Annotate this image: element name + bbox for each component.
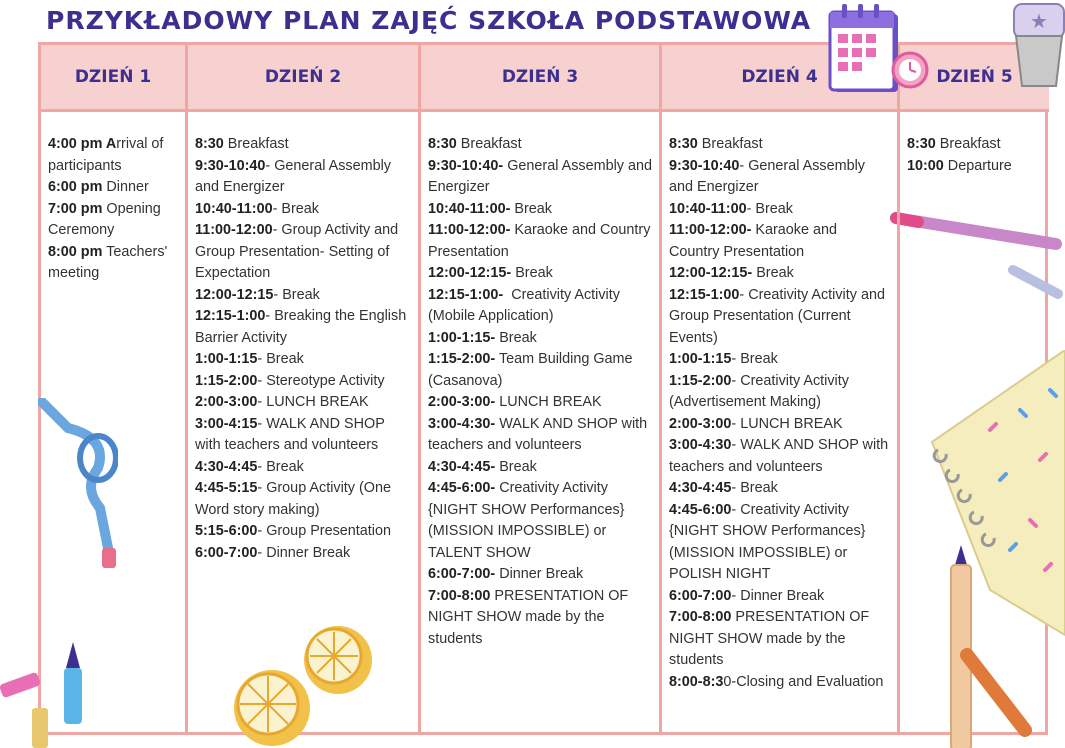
entry-time: 9:30-10:40: [195, 157, 266, 174]
schedule-entry: [669, 285, 891, 350]
entry-text: Karaoke and Country Presentation: [669, 222, 842, 260]
entry-time: 12:15-1:00-: [428, 286, 504, 303]
schedule-entry: [428, 285, 653, 328]
entry-time: 1:15-2:00: [195, 372, 258, 389]
schedule-entry: [669, 156, 891, 199]
schedule-entry: [669, 435, 891, 478]
entry-time: 1:00-1:15: [669, 351, 732, 367]
entry-text: - Break: [273, 286, 320, 303]
entry-text: Dinner Break: [495, 566, 584, 582]
schedule-entry: [428, 564, 653, 586]
schedule-entry: [669, 349, 891, 371]
schedule-entry: [48, 177, 179, 199]
schedule-entry: [428, 156, 656, 199]
schedule-entry: [669, 263, 891, 285]
day-header: DZIEŃ 3: [421, 45, 662, 112]
schedule-entry: [907, 156, 1043, 178]
entry-text: - Break: [731, 480, 778, 496]
entry-text: Break: [495, 329, 537, 346]
entry-time: 12:00-12:15: [195, 286, 274, 303]
entry-time: 10:00: [907, 157, 944, 174]
entry-text: Karaoke and Country Presentation: [428, 222, 655, 260]
schedule-entry: [428, 457, 653, 479]
entry-text: - Break: [257, 458, 304, 475]
entry-time: 6:00-7:00: [669, 587, 732, 604]
entry-text: Breakfast: [223, 136, 289, 152]
entry-time: 4:30-4:45: [669, 480, 732, 496]
entry-time: 11:00-12:00-: [669, 222, 752, 238]
entry-text: Breakfast: [456, 136, 522, 152]
entry-text: - Creativity Activity (Advertisement Making): [669, 372, 853, 410]
entry-time: 8:30: [195, 136, 224, 152]
schedule-entry: [669, 478, 891, 500]
entry-text: Break: [495, 458, 537, 475]
entry-text: - Break: [272, 200, 319, 217]
schedule-entry: [195, 134, 412, 156]
entry-time: 2:00-3:00: [669, 415, 732, 432]
schedule-entry: [195, 478, 412, 521]
entry-text: Dinner: [102, 179, 149, 195]
schedule-entry: [195, 349, 412, 371]
schedule-table: [38, 42, 1048, 735]
entry-text: - Group Activity (One Word story making): [195, 480, 395, 518]
entry-text: Break: [511, 265, 553, 281]
entry-time: 11:00-12:00: [195, 222, 273, 238]
entry-text: - General Assembly and Energizer: [669, 157, 869, 195]
day-schedule: [41, 112, 188, 732]
svg-text:★: ★: [1030, 9, 1048, 33]
day-header: DZIEŃ 4: [662, 45, 900, 112]
entry-text: - WALK AND SHOP with teachers and volunteers: [195, 415, 389, 453]
entry-time: 10:40-11:00: [669, 200, 747, 217]
entry-text: - Group Activity and Group Presentation- Setting of Expectation: [195, 222, 403, 281]
schedule-entry: [48, 242, 179, 285]
entry-text: - Break: [257, 351, 304, 367]
entry-time: 2:00-3:00: [195, 394, 258, 410]
day-schedule: [662, 112, 900, 732]
entry-text: - Creativity Activity and Group Presentation (Current Events): [669, 286, 889, 346]
day-header: DZIEŃ 2: [188, 45, 421, 112]
entry-time: 7:00-8:00: [669, 609, 732, 625]
entry-time: 3:00-4:30-: [428, 415, 496, 432]
entry-time: 1:00-1:15-: [428, 329, 496, 346]
entry-time: 4:30-4:45: [195, 458, 258, 475]
schedule-entry: [428, 199, 653, 221]
schedule-entry: [669, 134, 891, 156]
entry-text: - Dinner Break: [731, 587, 825, 604]
schedule-entry: [195, 543, 412, 565]
entry-text: General Assembly and Energizer: [428, 157, 656, 195]
entry-time: 6:00-7:00: [195, 544, 258, 561]
schedule-entry: [428, 478, 653, 564]
entry-text: - Dinner Break: [257, 544, 351, 561]
entry-time: 3:00-4:30: [669, 437, 732, 453]
schedule-entry: [669, 500, 891, 586]
entry-text: - General Assembly and Energizer: [195, 157, 395, 195]
schedule-entry: [195, 199, 412, 221]
schedule-entry: [669, 672, 891, 694]
entry-time: 8:30: [907, 136, 936, 152]
schedule-entry: [669, 586, 891, 608]
schedule-entry: [195, 156, 412, 199]
entry-time: 10:40-11:00: [195, 200, 273, 217]
schedule-entry: [428, 263, 653, 285]
entry-time: 12:15-1:00: [669, 286, 740, 303]
entry-time: 8:30: [669, 136, 698, 152]
schedule-entry: [195, 521, 412, 543]
entry-text: Creativity Activity (Mobile Application): [428, 286, 624, 324]
schedule-entry: [669, 371, 891, 414]
entry-time: 9:30-10:40: [669, 157, 740, 174]
schedule-entry: [195, 220, 412, 285]
entry-text: - WALK AND SHOP with teachers and volunteers: [669, 437, 893, 475]
entry-text: Opening Ceremony: [48, 200, 165, 238]
schedule-entry: [907, 134, 1043, 156]
entry-text: - Stereotype Activity: [257, 372, 385, 389]
entry-time: 8:30: [428, 136, 457, 152]
entry-time: 6:00 pm: [48, 179, 103, 195]
entry-time: 1:15-2:00: [669, 372, 732, 389]
schedule-entry: [428, 220, 653, 263]
entry-time: 7:00-8:00: [428, 587, 491, 604]
entry-text: LUNCH BREAK: [495, 394, 602, 410]
entry-time: 12:15-1:00: [195, 308, 266, 324]
entry-text: - Breaking the English Barrier Activity: [195, 308, 411, 346]
entry-text: 0-Closing and Evaluation: [723, 673, 884, 690]
schedule-entry: [428, 134, 653, 156]
entry-text: - Break: [746, 200, 793, 217]
day-schedule: [900, 112, 1049, 732]
schedule-entry: [669, 414, 891, 436]
schedule-entry: [195, 457, 412, 479]
clock-icon: [890, 50, 930, 90]
schedule-entry: [669, 199, 891, 221]
schedule-entry: [428, 328, 653, 350]
day-schedule: [188, 112, 421, 732]
entry-text: Departure: [943, 157, 1012, 174]
entry-time: 9:30-10:40-: [428, 157, 504, 174]
entry-time: 3:00-4:15: [195, 415, 258, 432]
schedule-entry: [669, 220, 891, 263]
entry-time: 4:00 pm A: [48, 136, 117, 152]
schedule-entry: [48, 199, 179, 242]
schedule-entry: [428, 586, 653, 651]
schedule-entry: [428, 414, 653, 457]
entry-text: Team Building Game (Casanova): [428, 351, 637, 389]
schedule-entry: [195, 392, 412, 414]
entry-text: - LUNCH BREAK: [731, 415, 843, 432]
entry-time: 5:15-6:00: [195, 523, 258, 539]
entry-text: Break: [510, 200, 552, 217]
entry-text: - Group Presentation: [257, 523, 391, 539]
entry-text: Breakfast: [935, 136, 1001, 152]
entry-text: - Creativity Activity {NIGHT SHOW Performances} (MISSION IMPOSSIBLE) or POLISH NIGHT: [669, 501, 870, 582]
entry-time: 1:15-2:00-: [428, 351, 496, 367]
day-header: DZIEŃ 1: [41, 45, 188, 112]
eraser-icon: [1008, 2, 1065, 88]
entry-text: rrival of participants: [48, 136, 168, 174]
entry-time: 11:00-12:00-: [428, 222, 511, 238]
entry-text: PRESENTATION OF NIGHT SHOW made by the students: [669, 609, 874, 668]
entry-time: 4:45-5:15: [195, 480, 258, 496]
schedule-entry: [48, 134, 179, 177]
schedule-entry: [195, 371, 412, 393]
page-title: PRZYKŁADOWY PLAN ZAJĘĆ SZKOŁA PODSTAWOWA: [46, 6, 812, 35]
entry-time: 8:00 pm: [48, 243, 103, 260]
entry-text: PRESENTATION OF NIGHT SHOW made by the students: [428, 587, 633, 647]
entry-text: Breakfast: [697, 136, 763, 152]
schedule-entry: [195, 414, 412, 457]
entry-time: 4:30-4:45-: [428, 458, 496, 475]
schedule-entry: [195, 306, 412, 349]
entry-time: 12:00-12:15-: [428, 265, 512, 281]
entry-time: 4:45-6:00-: [428, 480, 496, 496]
schedule-entry: [428, 392, 653, 414]
entry-time: 4:45-6:00: [669, 501, 732, 518]
entry-text: - LUNCH BREAK: [257, 394, 369, 410]
entry-time: 6:00-7:00-: [428, 566, 496, 582]
schedule-entry: [428, 349, 653, 392]
entry-time: 8:00-8:3: [669, 673, 724, 690]
entry-text: - Break: [731, 351, 778, 367]
entry-time: 7:00 pm: [48, 200, 103, 217]
day-header: DZIEŃ 5: [900, 45, 1049, 112]
day-schedule: [421, 112, 662, 732]
entry-time: 10:40-11:00-: [428, 200, 511, 217]
entry-text: WALK AND SHOP with teachers and volunteers: [428, 415, 652, 453]
entry-text: Teachers' meeting: [48, 243, 172, 281]
schedule-entry: [669, 607, 891, 672]
entry-time: 12:00-12:15-: [669, 265, 753, 281]
entry-time: 1:00-1:15: [195, 351, 258, 367]
entry-text: Break: [752, 265, 794, 281]
entry-text: Creativity Activity {NIGHT SHOW Performances} (MISSION IMPOSSIBLE) or TALENT SHOW: [428, 480, 629, 561]
entry-time: 2:00-3:00-: [428, 394, 496, 410]
schedule-entry: [195, 285, 412, 307]
